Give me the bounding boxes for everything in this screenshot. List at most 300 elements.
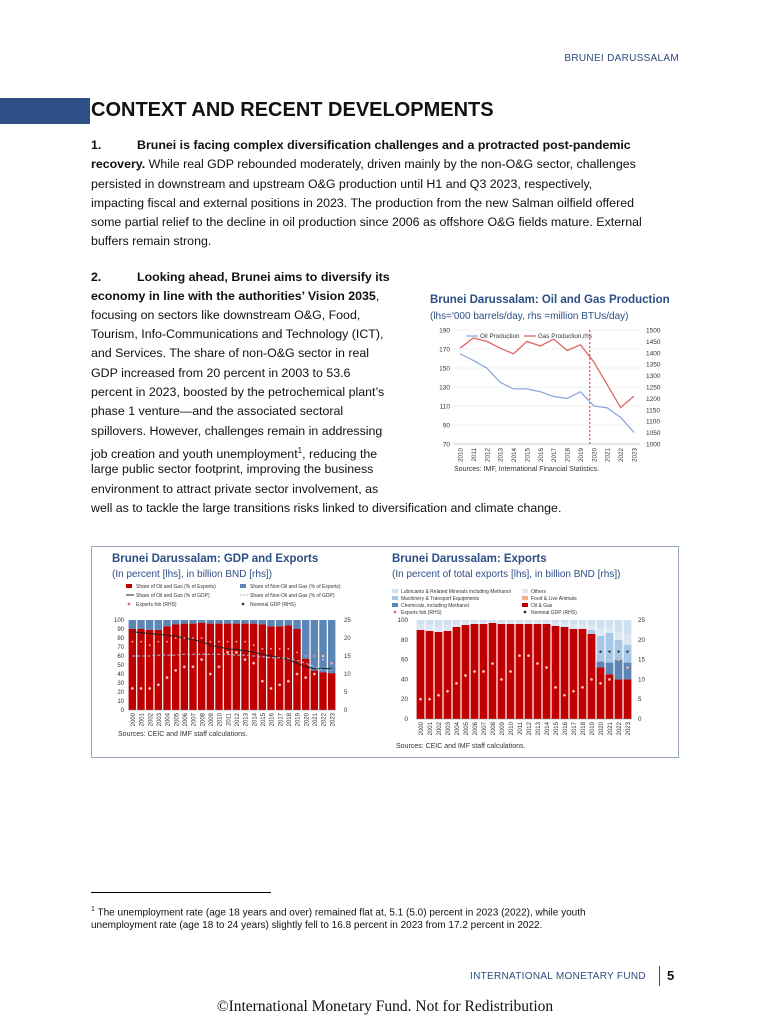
oil-gas-ytick-left: 130 [439, 384, 450, 392]
gdp-ytick-left: 60 [117, 654, 124, 660]
exports-bar-oil-gas [615, 679, 623, 719]
exports-bar-machinery [417, 624, 425, 630]
running-header: BRUNEI DARUSSALAM [564, 53, 679, 64]
gdp-ytick-right: 20 [344, 636, 351, 642]
gdp-xtick: 2018 [286, 713, 293, 727]
gdp-point-nominal-gdp [201, 637, 203, 639]
gdp-point-nominal-gdp [157, 641, 159, 643]
exports-ytick-left: 60 [400, 656, 408, 664]
exports-legend-swatch [392, 596, 398, 600]
gdp-ytick-left: 0 [120, 708, 124, 714]
exports-bar-oil-gas [426, 631, 434, 719]
gdp-bar-non-oil [181, 620, 188, 624]
exports-xtick: 2021 [608, 722, 615, 736]
gdp-xtick: 2003 [156, 713, 163, 727]
gdp-bar-non-oil [198, 620, 205, 623]
gdp-bar-non-oil [215, 620, 222, 624]
oil-gas-ytick-right: 1250 [646, 384, 661, 392]
exports-xtick: 2018 [581, 722, 588, 736]
oil-gas-ytick-right: 1100 [646, 418, 660, 426]
oil-gas-xtick: 2015 [524, 448, 532, 463]
exports-legend-label: Exports fob (RHS) [401, 610, 442, 616]
gdp-bar-non-oil [276, 620, 283, 626]
gdp-bar-non-oil [172, 620, 179, 625]
exports-legend-label: Others [531, 589, 547, 595]
gdp-xtick: 2015 [260, 713, 267, 727]
exports-bar-machinery [615, 632, 623, 640]
exports-bar-others [588, 620, 596, 625]
exports-bar-others [606, 620, 614, 627]
exports-bar-oil-gas [543, 624, 551, 719]
footnote [91, 903, 681, 932]
gdp-point-nominal-gdp [131, 641, 133, 643]
oil-gas-chart [422, 288, 680, 478]
gdp-exports-chart-source: Sources: CEIC and IMF staff calculations. [118, 731, 248, 738]
footnote-number: 1 [91, 906, 95, 913]
exports-xtick: 2009 [500, 722, 507, 736]
gdp-ytick-left: 20 [117, 690, 124, 696]
gdp-point-exports [200, 658, 203, 661]
gdp-bar-non-oil [137, 620, 144, 629]
p2-line-8b: , reducing the [302, 447, 378, 462]
gdp-point-nominal-gdp [270, 648, 272, 650]
oil-gas-ytick-right: 1350 [646, 361, 661, 369]
exports-legend-swatch [524, 611, 527, 614]
exports-bar-oil-gas [525, 624, 533, 719]
oil-gas-ytick-right: 1400 [646, 350, 661, 358]
gdp-bar-non-oil [207, 620, 214, 624]
exports-legend-swatch [392, 589, 398, 593]
exports-ytick-left: 80 [400, 636, 408, 644]
p2-line-2: Tourism, Info-Communications and Technology (ICT), [91, 327, 384, 341]
p2-line-4: GDP increased from 20 percent in 2003 to 53.6 [91, 366, 351, 380]
exports-bar-oil-gas [498, 624, 506, 719]
gdp-xtick: 2021 [312, 713, 319, 727]
p1-line-3: impacting fiscal and external positions in 2023. The production from the new Salman oilfield offered [91, 195, 634, 210]
gdp-point-exports [261, 680, 264, 683]
exports-bar-chemicals [615, 660, 623, 680]
exports-bar-oil-gas [417, 630, 425, 719]
oil-gas-xtick: 2013 [497, 448, 505, 463]
gdp-legend-swatch [240, 584, 246, 588]
p1-lead-a: Brunei is facing complex diversification challenges and a protracted post-pandemic [137, 138, 631, 152]
gdp-point-exports [296, 673, 299, 676]
exports-ytick-left: 20 [400, 696, 408, 704]
oil-gas-xtick: 2021 [604, 448, 612, 463]
gdp-bar-oil-gas [146, 630, 153, 710]
exports-xtick: 2005 [464, 722, 471, 736]
gdp-ytick-left: 10 [117, 699, 124, 705]
exports-bar-machinery [498, 622, 506, 624]
gdp-xtick: 2016 [269, 713, 276, 727]
exports-bar-others [471, 620, 479, 622]
exports-xtick: 2013 [536, 722, 543, 736]
gdp-exports-chart-subtitle: (In percent [lhs], in billion BND [rhs]) [112, 569, 273, 580]
paragraph-1 [91, 136, 679, 252]
gdp-point-nominal-gdp [218, 641, 220, 643]
exports-bar-oil-gas [606, 674, 614, 719]
p1-lead-b: recovery. [91, 157, 146, 172]
exports-xtick: 2012 [527, 722, 534, 736]
p2-line-0 [91, 268, 390, 287]
exports-bar-chemicals [624, 663, 632, 680]
gdp-point-nominal-gdp [305, 655, 307, 657]
gdp-point-exports [278, 684, 281, 687]
gdp-ytick-right: 15 [344, 654, 351, 660]
exports-point-exports [446, 690, 449, 693]
exports-bar-machinery [462, 622, 470, 625]
exports-point-exports [617, 658, 620, 661]
exports-bar-others [453, 620, 461, 623]
gdp-point-exports [157, 684, 160, 687]
gdp-bar-oil-gas [198, 623, 205, 710]
exports-bar-machinery [444, 625, 452, 631]
oil-gas-ytick-left: 90 [442, 422, 450, 430]
exports-bar-others [561, 620, 569, 623]
exports-chart-svg [382, 547, 680, 757]
exports-point-exports [419, 698, 422, 701]
gdp-point-exports [218, 666, 221, 669]
oil-gas-xtick: 2011 [470, 448, 478, 462]
exports-bar-others [480, 620, 488, 622]
exports-chart-title: Brunei Darussalam: Exports [392, 553, 547, 565]
exports-xtick: 2023 [626, 722, 633, 736]
gdp-ytick-left: 80 [117, 636, 124, 642]
gdp-xtick: 2023 [330, 713, 337, 727]
exports-bar-others [624, 620, 632, 635]
gdp-legend-label: Share of Non-Oil and Gas (% of GDP) [250, 593, 335, 599]
exports-bar-machinery [435, 626, 443, 632]
exports-ytick-left: 0 [404, 716, 408, 723]
gdp-xtick: 2006 [182, 713, 189, 727]
gdp-bar-non-oil [233, 620, 240, 624]
gdp-bar-non-oil [285, 620, 292, 625]
footer-org: INTERNATIONAL MONETARY FUND [470, 971, 646, 982]
gdp-legend-label: Share of Oil and Gas (% of Exports) [136, 584, 216, 590]
gdp-point-nominal-gdp [279, 648, 281, 650]
oil-gas-ytick-right: 1000 [646, 441, 661, 449]
exports-point-nominal-gdp [626, 650, 628, 652]
exports-point-exports [527, 654, 530, 657]
gdp-point-nominal-gdp [192, 637, 194, 639]
footnote-rule [91, 892, 271, 893]
p2-line-11: well as to tackle the large transitions risks linked to diversification and climate change. [91, 501, 562, 515]
gdp-xtick: 2013 [243, 713, 250, 727]
gdp-point-nominal-gdp [244, 641, 246, 643]
gdp-point-nominal-gdp [209, 641, 211, 643]
gdp-xtick: 2014 [252, 713, 259, 727]
exports-legend-label: Lubricants & Related Minerals including Methanol [401, 589, 511, 595]
gdp-bar-oil-gas [319, 672, 326, 710]
exports-bar-oil-gas [561, 627, 569, 719]
exports-point-nominal-gdp [608, 650, 610, 652]
gdp-bar-non-oil [328, 620, 335, 673]
gdp-point-nominal-gdp [149, 644, 151, 646]
exports-xtick: 2020 [599, 722, 606, 736]
gdp-point-exports [131, 687, 134, 690]
exports-bar-lubricants [597, 636, 605, 662]
exports-bar-oil-gas [444, 631, 452, 719]
gdp-bar-non-oil [267, 620, 274, 626]
gdp-bar-non-oil [311, 620, 318, 670]
exports-bar-others [498, 620, 506, 622]
exports-legend-label: Chemicals, including Methanol [401, 603, 469, 609]
oil-gas-ytick-left: 190 [439, 327, 450, 335]
exports-bar-others [507, 620, 515, 622]
exports-point-exports [608, 678, 611, 681]
oil-gas-xtick: 2016 [537, 448, 545, 463]
exports-bar-chemicals [597, 662, 605, 668]
exports-point-exports [518, 654, 521, 657]
gdp-legend-swatch [128, 603, 131, 606]
gdp-exports-chart-svg [92, 547, 382, 747]
oil-gas-xtick: 2018 [564, 448, 572, 463]
gdp-ytick-left: 40 [117, 672, 124, 678]
exports-bar-machinery [561, 623, 569, 627]
p1-number: 1. [91, 138, 102, 152]
exports-bar-others [444, 620, 452, 625]
page-number: 5 [667, 968, 675, 983]
oil-gas-chart-svg [422, 288, 680, 478]
oil-gas-xtick: 2023 [631, 448, 639, 463]
gdp-bar-oil-gas [233, 624, 240, 710]
exports-xtick: 2022 [617, 722, 624, 736]
gdp-xtick: 2001 [139, 713, 146, 727]
gdp-point-nominal-gdp [296, 652, 298, 654]
footnote-ref[interactable]: 1 [297, 446, 303, 455]
exports-xtick: 2002 [437, 722, 444, 736]
exports-point-nominal-gdp [599, 650, 601, 652]
exports-bar-machinery [525, 622, 533, 624]
gdp-bar-non-oil [146, 620, 153, 630]
oil-gas-xtick: 2019 [577, 448, 585, 463]
gdp-legend-label: Share of Oil and Gas (% of GDP) [136, 593, 210, 599]
oil-gas-xtick: 2022 [618, 448, 626, 463]
gdp-point-nominal-gdp [140, 641, 142, 643]
gdp-bar-non-oil [293, 620, 300, 629]
exports-xtick: 2017 [572, 722, 579, 736]
exports-point-exports [581, 686, 584, 689]
exports-bar-oil-gas [534, 624, 542, 719]
p2-line-5: percent in 2023, boosted by the petrochemical plant’s [91, 385, 385, 399]
gdp-point-nominal-gdp [183, 637, 185, 639]
exports-bar-others [525, 620, 533, 622]
oil-gas-chart-title: Brunei Darussalam: Oil and Gas Production [430, 294, 670, 306]
exports-point-exports [509, 670, 512, 673]
oil-gas-ytick-right: 1050 [646, 430, 661, 438]
p2-comma: , [375, 289, 380, 303]
gdp-point-exports [252, 662, 255, 665]
exports-bar-machinery [597, 628, 605, 636]
gdp-bar-non-oil [259, 620, 266, 625]
oil-gas-series-line [460, 354, 634, 433]
gdp-point-nominal-gdp [313, 655, 315, 657]
gdp-point-nominal-gdp [253, 644, 255, 646]
gdp-xtick: 2008 [200, 713, 207, 727]
exports-point-exports [599, 682, 602, 685]
exports-bar-others [489, 620, 497, 622]
exports-legend-swatch [522, 603, 528, 607]
exports-bar-others [615, 620, 623, 632]
gdp-xtick: 2011 [226, 713, 233, 726]
gdp-bar-non-oil [241, 620, 248, 624]
exports-xtick: 2019 [590, 722, 597, 736]
section-title: CONTEXT AND RECENT DEVELOPMENTS [91, 99, 494, 121]
gdp-point-nominal-gdp [166, 641, 168, 643]
oil-gas-legend-gas: Gas Production,rhs [538, 333, 592, 340]
gdp-point-exports [244, 658, 247, 661]
exports-bar-machinery [606, 627, 614, 633]
exports-xtick: 2010 [509, 722, 516, 736]
gdp-point-exports [322, 655, 325, 658]
gdp-line-oil-gas-share [132, 632, 331, 669]
p1-line-1: While real GDP rebounded moderately, driven mainly by the non-O&G sector, challenges [145, 157, 636, 172]
exports-point-exports [626, 666, 629, 669]
gdp-point-exports [235, 651, 238, 654]
gdp-point-nominal-gdp [175, 637, 177, 639]
gdp-xtick: 2012 [234, 713, 241, 727]
gdp-bar-non-oil [189, 620, 196, 624]
gdp-xtick: 2017 [278, 713, 285, 727]
exports-bar-chemicals [606, 663, 614, 675]
oil-gas-ytick-right: 1500 [646, 327, 661, 335]
exports-xtick: 2014 [545, 722, 552, 736]
exports-bar-others [462, 620, 470, 622]
exports-bar-lubricants [615, 640, 623, 660]
gdp-point-exports [209, 673, 212, 676]
p2-number: 2. [91, 270, 102, 284]
exports-ytick-right: 0 [638, 716, 642, 723]
gdp-ytick-right: 10 [344, 672, 351, 678]
exports-legend-swatch [522, 596, 528, 600]
gdp-xtick: 2020 [304, 713, 311, 727]
gdp-point-nominal-gdp [287, 648, 289, 650]
gdp-bar-oil-gas [328, 673, 335, 710]
gdp-bar-non-oil [319, 620, 326, 672]
exports-legend-label: Food & Live Animals [531, 596, 577, 602]
exports-xtick: 2016 [563, 722, 570, 736]
exports-bar-machinery [426, 625, 434, 631]
exports-bar-others [579, 620, 587, 624]
exports-xtick: 2008 [491, 722, 498, 736]
exports-point-nominal-gdp [617, 650, 619, 652]
exports-legend-label: Machinery & Transport Equipments [401, 596, 480, 602]
exports-bar-oil-gas [597, 668, 605, 719]
gdp-exports-chart-title: Brunei Darussalam: GDP and Exports [112, 553, 319, 565]
exports-bar-others [597, 620, 605, 628]
oil-gas-ytick-left: 70 [442, 441, 450, 449]
exports-bar-oil-gas [435, 632, 443, 719]
copyright-notice: ©International Monetary Fund. Not for Redistribution [216, 998, 554, 1015]
gdp-bar-oil-gas [250, 624, 257, 710]
oil-gas-ytick-right: 1300 [646, 373, 661, 381]
exports-bar-oil-gas [453, 627, 461, 719]
exports-point-exports [464, 674, 467, 677]
p2-line-6: phase 1 venture—and the associated sectoral [91, 404, 344, 418]
exports-legend-label: Oil & Gas [531, 603, 553, 609]
gdp-bar-oil-gas [241, 624, 248, 710]
exports-ytick-right: 20 [638, 636, 646, 644]
oil-gas-series-line [460, 338, 634, 408]
exports-bar-machinery [489, 622, 497, 623]
exports-point-exports [536, 662, 539, 665]
gdp-bar-non-oil [163, 620, 170, 626]
exports-point-exports [428, 698, 431, 701]
gdp-bar-oil-gas [163, 626, 170, 710]
gdp-point-nominal-gdp [227, 641, 229, 643]
title-accent-bar [0, 98, 90, 124]
gdp-point-nominal-gdp [322, 659, 324, 661]
p2-lead-b: economy in line with the authorities’ Vision 2035 [91, 289, 376, 303]
exports-bar-machinery [579, 624, 587, 629]
gdp-xtick: 2019 [295, 713, 302, 727]
exports-bar-machinery [543, 622, 551, 624]
exports-point-exports [455, 682, 458, 685]
exports-bar-machinery [534, 622, 542, 624]
gdp-point-exports [192, 666, 195, 669]
exports-bar-oil-gas [552, 626, 560, 719]
gdp-legend-swatch [242, 603, 245, 606]
oil-gas-chart-source: Sources: IMF, International Financial Statistics. [454, 466, 600, 473]
gdp-point-nominal-gdp [235, 641, 237, 643]
gdp-xtick: 2007 [191, 713, 198, 727]
gdp-bar-non-oil [129, 620, 136, 629]
gdp-xtick: 2002 [148, 713, 155, 727]
gdp-ytick-left: 50 [117, 663, 124, 669]
exports-xtick: 2001 [428, 722, 435, 736]
oil-gas-ytick-left: 170 [439, 346, 450, 354]
gdp-xtick: 2000 [130, 713, 137, 727]
gdp-point-nominal-gdp [331, 662, 333, 664]
gdp-bar-non-oil [250, 620, 257, 624]
oil-gas-xtick: 2010 [457, 448, 465, 463]
gdp-point-exports [270, 687, 273, 690]
gdp-ytick-left: 100 [113, 618, 124, 624]
gdp-ytick-left: 70 [117, 645, 124, 651]
gdp-ytick-right: 0 [344, 708, 348, 714]
gdp-point-exports [183, 666, 186, 669]
exports-bar-machinery [588, 625, 596, 630]
exports-xtick: 2007 [482, 722, 489, 736]
exports-xtick: 2004 [455, 722, 462, 736]
gdp-bar-oil-gas [311, 670, 318, 710]
exports-bar-oil-gas [588, 634, 596, 719]
gdp-point-exports [287, 680, 290, 683]
exports-bar-others [516, 620, 524, 622]
footnote-text-1: The unemployment rate (age 18 years and over) remained flat at, 5.1 (5.0) percent in 2023 (2022), while youth [94, 907, 586, 919]
oil-gas-chart-subtitle: (lhs='000 barrels/day, rhs =million BTUs/day) [430, 311, 629, 322]
exports-point-exports [545, 666, 548, 669]
gdp-point-nominal-gdp [261, 648, 263, 650]
gdp-bar-oil-gas [276, 626, 283, 710]
gdp-xtick: 2004 [165, 713, 172, 727]
p2-line-8a: job creation and youth unemployment [91, 447, 298, 462]
exports-bar-oil-gas [624, 679, 632, 719]
gdp-bar-oil-gas [259, 625, 266, 711]
gdp-legend-label: Nominal GDP (RHS) [250, 602, 296, 608]
exports-chart-source: Sources: CEIC and IMF staff calculations. [396, 743, 526, 750]
oil-gas-ytick-right: 1150 [646, 407, 660, 415]
exports-bar-machinery [507, 622, 515, 624]
footer-divider [659, 966, 660, 986]
exports-xtick: 2000 [419, 722, 426, 736]
exports-bar-machinery [570, 624, 578, 629]
exports-ytick-right: 15 [638, 656, 646, 664]
gdp-bar-non-oil [155, 620, 162, 630]
p1-line-5: buffers remain strong. [91, 234, 212, 249]
oil-gas-xtick: 2020 [591, 448, 599, 463]
p2-lead-a: Looking ahead, Brunei aims to diversify its [137, 270, 390, 284]
